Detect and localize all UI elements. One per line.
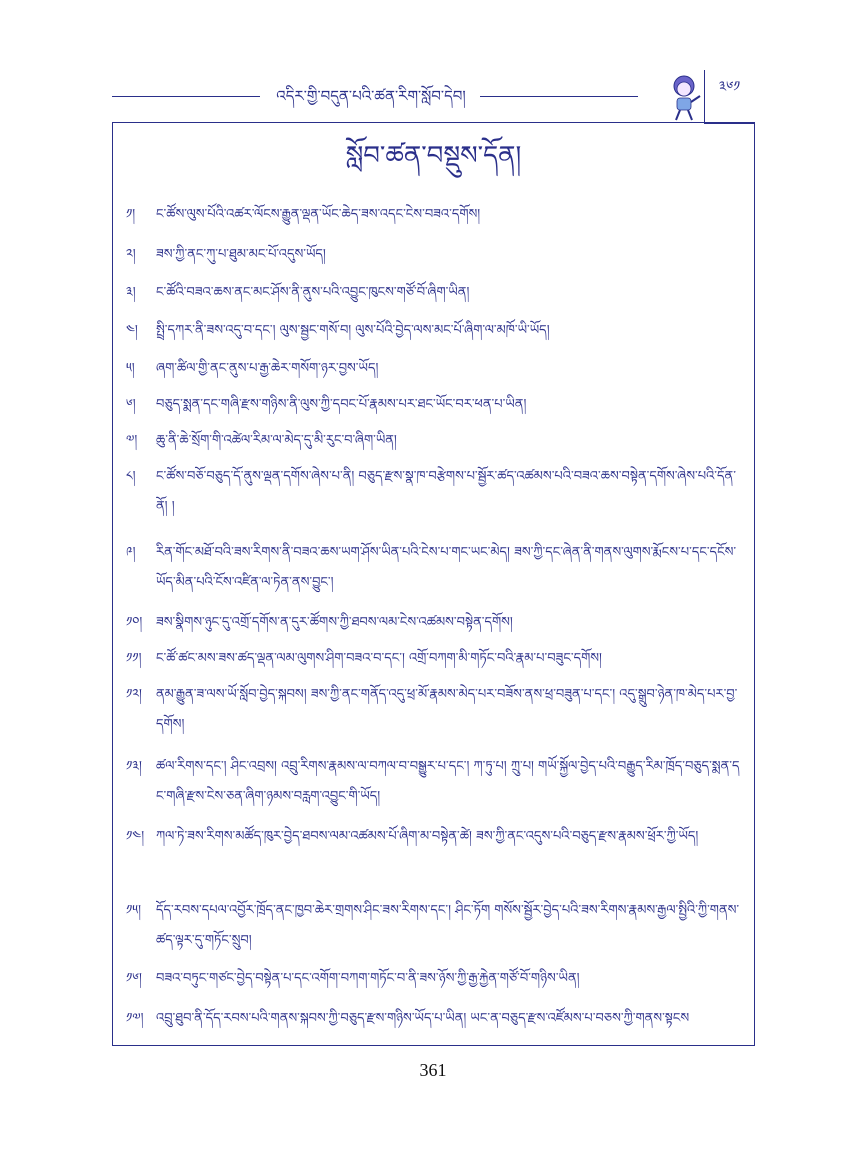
item-number: ༢། — [126, 247, 136, 262]
item-number: ༡༣། — [126, 759, 142, 774]
item-text: ང་ཚོས་བཅོ་བཅུད་དོ་ནུས་ལྡན་དགོས་ཞེས་པ་ནི། བཅུད་རྫས་སྣ་ཁ་བརྩེགས་པ་སྦྱོར་ཚད་འཚམས་པའི་བཟའ་ཆས་བསྟེན་དགོས་ཞེས་པའི་དོན་ནོ། ། — [156, 469, 736, 514]
item-text: འབྲུ་ཐུབ་ནི་དོད་རབས་པའི་གནས་སྐབས་ཀྱི་བཅུད་རྫས་གཉིས་ཡོད་པ་ཡིན། ཡང་ན་བཅུད་རྫས་འཛོམས་པ་བཅས་ཀྱི་གནས་སྟངས — [156, 1011, 690, 1026]
item-text: རིན་གོང་མཐོ་བའི་ཟས་རིགས་ནི་བཟའ་ཆས་ཡག་ཤོས་ཡིན་པའི་ངེས་པ་གང་ཡང་མེད། ཟས་ཀྱི་དང་ཞེན་ནི་གནས་ལུགས་རྨོངས་པ་དང་དངོས་ཡོད་མིན་པའི་ངོས་འཛིན་ལ་ཏེན་ནས་བྱུང་། — [156, 545, 737, 590]
item-number: ༩། — [126, 545, 136, 560]
item-text: ཆུ་ནི་ཆེ་སྲོག་གི་འཚེལ་རིམ་ལ་མེད་དུ་མི་རུང་བ་ཞིག་ཡིན། — [156, 433, 397, 448]
item-text: ཀལ་ཏེ་ཟས་རིགས་མཚོད་ཁུར་བྱེད་ཐབས་ལམ་འཚམས་པོ་ཞིག་མ་བསྟེན་ཚེ། ཟས་ཀྱི་ནང་འདུས་པའི་བཅུད་རྫས་རྣམས་ཕྲོར་ཀྱི་ཡོད། — [156, 829, 699, 844]
item-text: བཅུད་སྨན་དང་གཞི་རྫས་གཉིས་ནི་ལུས་ཀྱི་དབང་པོ་རྣམས་པར་ཐང་ཡོང་བར་ཕན་པ་ཡིན། — [156, 397, 527, 412]
section-title: སློབ་ཚན་བསྡུས་དོན། — [345, 141, 522, 171]
item-number: ༨། — [126, 469, 136, 484]
item-number: ༡༧། — [126, 1011, 144, 1026]
item-number: ༦། — [126, 397, 136, 412]
item-text: དོད་རབས་དཔལ་འབྱོར་ཁྲོད་ནང་ཁྱབ་ཆེར་གྲགས་ཤིང་ཟས་རིགས་དང་། ཤིང་ཏོག གསོས་སྦྱོར་བྱེད་པའི་ཟས་རིགས་རྣམས་རྒྱལ་སྤྱིའི་ཀྱི་གནས་ཚད་ལྟར་དུ་གཏོང་སྲུབ། — [156, 903, 740, 948]
item-text: སྤྲི་དཀར་ནི་ཟས་འདུ་བ་དང་། ལུས་སྦྱང་གསོ་བ། ལུས་པོའི་བྱེད་ལས་མང་པོ་ཞིག་ལ་མཁོ་ཡི་ཡོད། — [156, 323, 550, 338]
item-number: ༡༠། — [126, 615, 143, 630]
item-text: བཟའ་བཏུང་གཙང་བྱེད་བསྟེན་པ་དང་འགོག་བཀག་གཏོང་བ་ནི་ཟས་ཉོས་ཀྱི་རྒྱ་རྐྱེན་གཙོ་བོ་གཉིས་ཡིན། — [156, 971, 580, 986]
item-number: ༡། — [126, 207, 136, 222]
item-number: ༤། — [126, 323, 138, 338]
item-text: ང་ཚོས་ལུས་པོའི་འཚར་ལོངས་རྒྱུན་ལྡན་ཡོང་ཆེད་ཟས་འདང་ངེས་བཟའ་དགོས། — [156, 207, 481, 222]
running-header: འདིར་གྱི་བདུན་པའི་ཚན་རིག་སློབ་དེབ། — [276, 87, 466, 105]
header-rule-left — [112, 96, 260, 97]
item-number: ༧། — [126, 433, 138, 448]
item-text: ཟས་ཀྱི་ནང་ཀུ་པ་ཐུམ་མང་པོ་འདུས་ཡོད། — [156, 247, 326, 262]
header-rule-right — [480, 96, 638, 97]
child-mascot-icon — [664, 72, 704, 122]
page-tab — [704, 70, 754, 124]
item-number: ༡༦། — [126, 971, 142, 986]
item-text: ཚལ་རིགས་དང་། ཤིང་འབྲས། འབྲུ་རིགས་རྣམས་ལ་བཀལ་བ་བསྒྱུར་པ་དང་། ཀ་ཏུ་པ། ཀྲུ་པ། གཡོ་སྐྱོལ་བྱེད་པའི་བརྒྱུད་རིམ་ཁྲོད་བཅུད་སྨན་དང་གཞི་རྫས་ངེས་ཅན་ཞིག་ཉམས་བརླག་འབྱུང་གི་ཡོད། — [156, 759, 740, 804]
item-number: ༡༤། — [126, 829, 145, 844]
item-text: ཞག་ཚིལ་གྱི་ནང་ནུས་པ་རྒྱ་ཆེར་གསོག་ཉར་བྱས་ཡོད། — [156, 361, 379, 376]
item-number: ༣། — [126, 285, 136, 300]
item-number: ༡༢། — [126, 687, 142, 702]
item-text: ཟས་སྣིགས་ཉུང་དུ་འགྲོ་དགོས་ན་དུར་ཚོགས་ཀྱི་ཐབས་ལམ་ངེས་འཚམས་བསྟེན་དགོས། — [156, 615, 513, 630]
item-text: ང་ཚོའི་བཟའ་ཆས་ནང་མང་ཤོས་ནི་ནུས་པའི་འབྱུང་ཁུངས་གཙོ་བོ་ཞིག་ཡིན། — [156, 285, 470, 300]
item-number: ༡༥། — [126, 903, 141, 918]
item-number: ༡༡། — [126, 651, 142, 666]
page-tab-number: ༣༦༡ — [718, 79, 741, 95]
page-number: 361 — [419, 1060, 447, 1080]
item-text: ནམ་རྒྱུན་ཟ་ལས་ཡོ་སློབ་བྱེད་སྐབས། ཟས་ཀྱི་ནང་གནོད་འདུ་ཕྲ་མོ་རྣམས་མེད་པར་བཟོས་ནས་ཕྲ་བཟུན་པ་དང་། འདུ་སྒྲུབ་ཉེན་ཁ་མེད་པར་བྱ་དགོས། — [156, 687, 738, 732]
item-number: ༥། — [126, 361, 135, 376]
item-text: ང་ཚོ་ཚང་མས་ཟས་ཚད་ལྡན་ལམ་ལུགས་ཤིག་བཟའ་བ་དང་། འགྲོ་བཀག་མི་གཏོང་བའི་རྣམ་པ་བཟུང་དགོས། — [156, 651, 602, 666]
